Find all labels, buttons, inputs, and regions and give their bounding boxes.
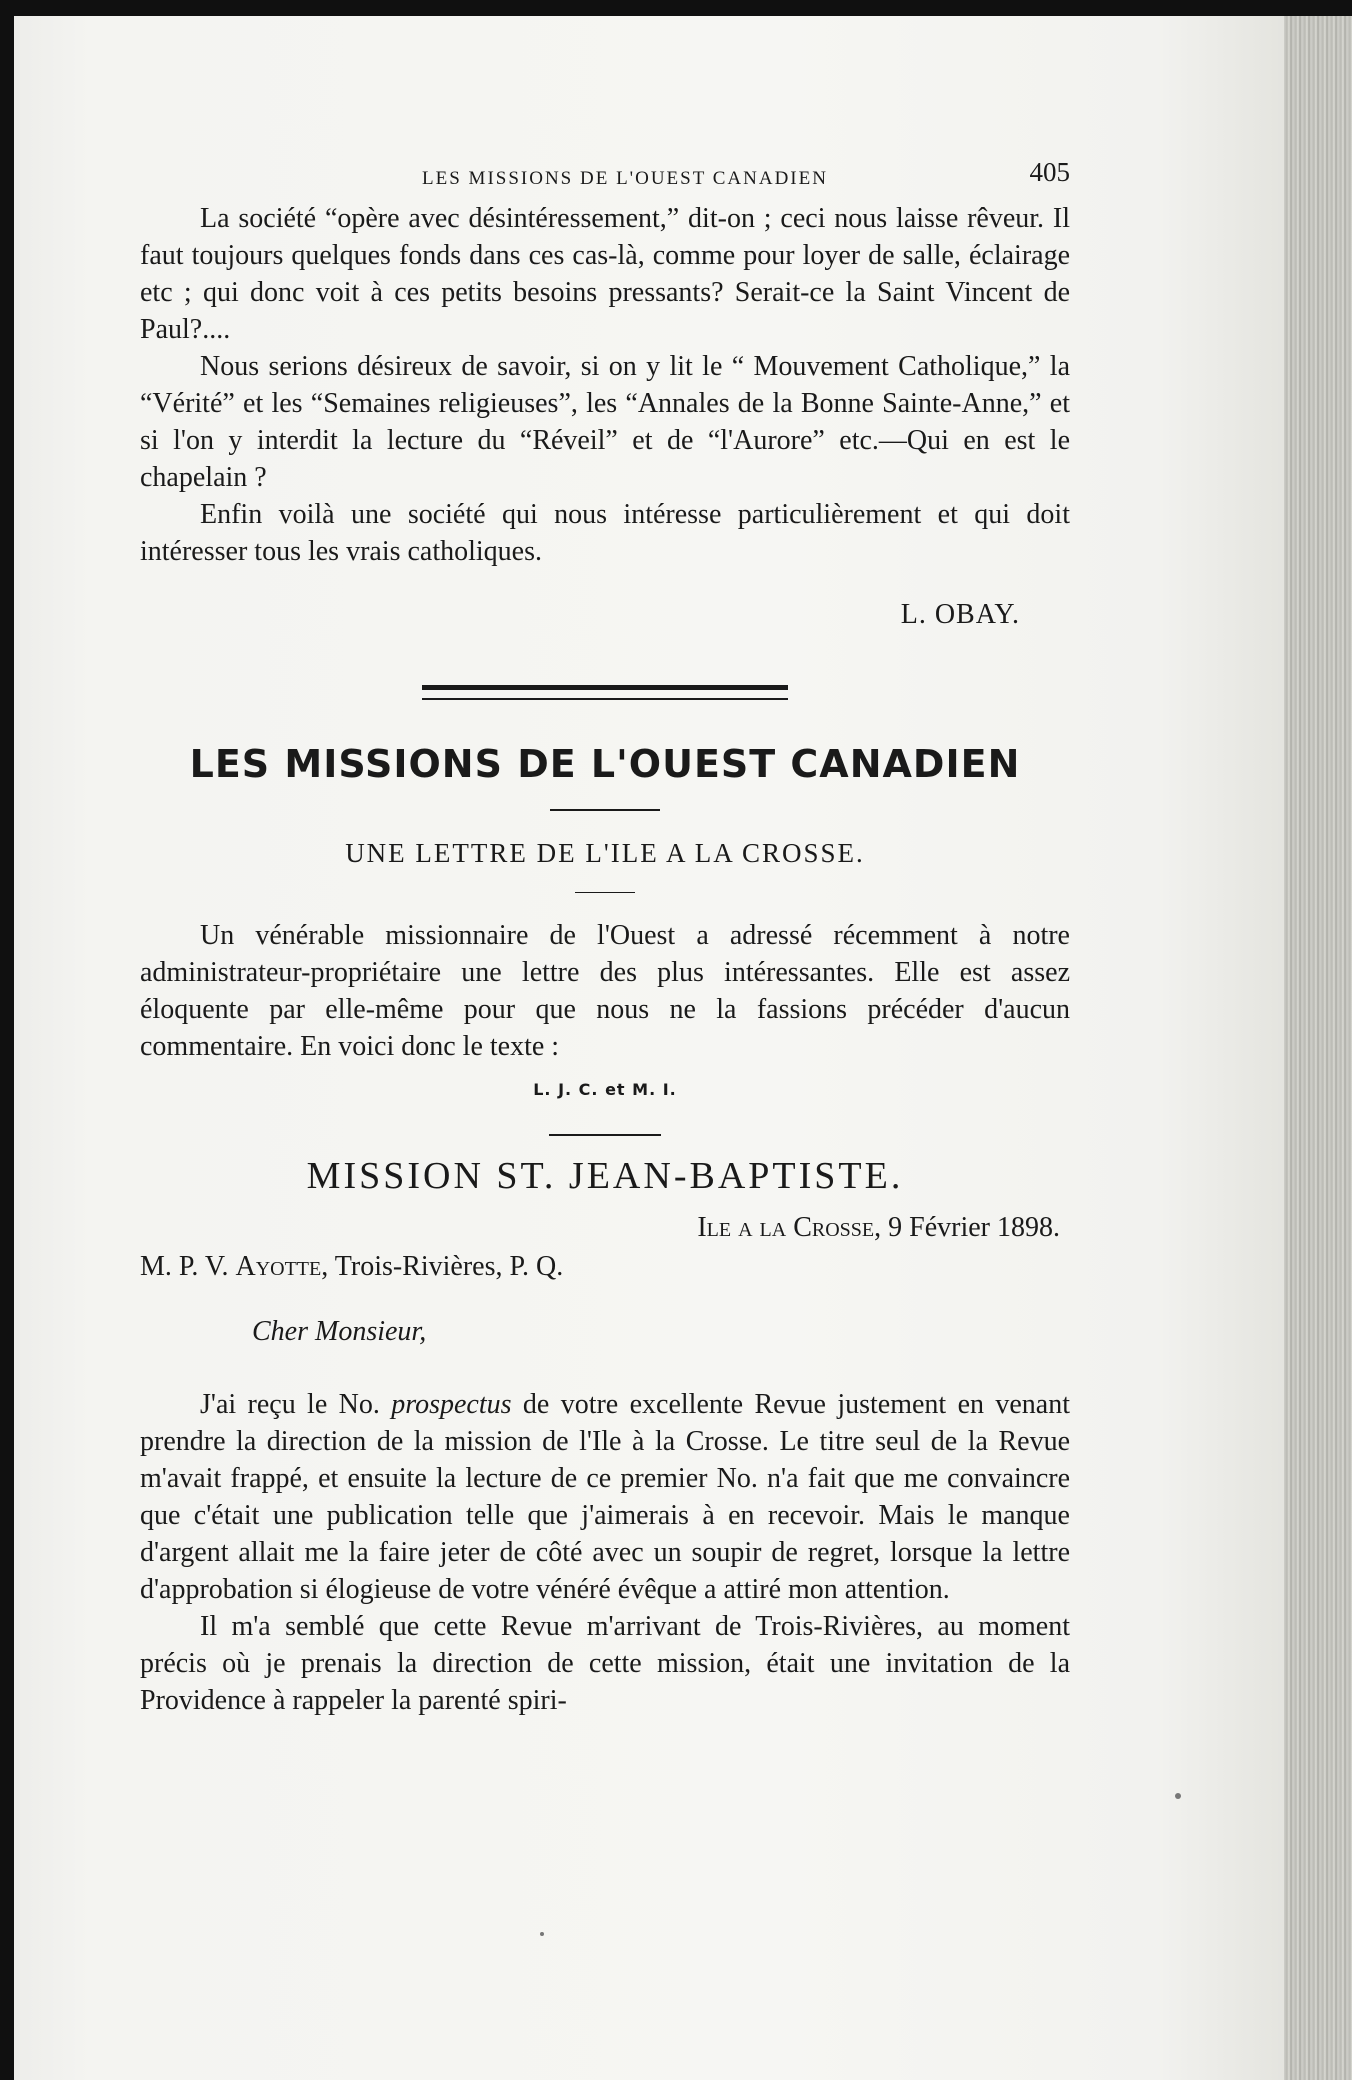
page-content [140, 157, 1071, 1719]
letter-paragraph-2: Il m'a semblé que cette Revue m'arrivant de Trois-Rivières, au moment précis où je prenais la direction de cette mission, était une invitation de la Providence à rappeler la parenté spiri- [140, 1611, 1070, 1716]
divider-thick-line [422, 685, 788, 690]
address-rest: Trois-Rivières, P. Q. [334, 1251, 564, 1282]
letter-rule [549, 1134, 661, 1136]
page-number: 405 [1029, 157, 1070, 187]
dateline [140, 1209, 1060, 1246]
section-heading: LES MISSIONS DE L'OUEST CANADIEN [189, 742, 1021, 786]
address-prefix: M. P. V. [140, 1251, 229, 1282]
signature: L. OBAY. [900, 599, 1020, 630]
speck-mark [1175, 1793, 1181, 1799]
subheading-rule [575, 892, 635, 893]
letter-paragraph-1 [140, 1386, 1070, 1608]
opening-paragraph-3: Enfin voilà une société qui nous intéresse particulièrement et qui doit intéresser tous les vrais catholiques. [140, 499, 1070, 567]
speck-mark [540, 1932, 544, 1936]
letter-paragraph-1-start: J'ai reçu le No. [200, 1389, 380, 1420]
running-head-title: LES MISSIONS DE L'OUEST CANADIEN [422, 168, 828, 189]
dateline-place: Ile a la Crosse, [697, 1212, 882, 1243]
heading-rule [550, 809, 660, 811]
opening-paragraph-1: La société “opère avec désintéressement,” dit-on ; ceci nous laisse rêveur. Il faut toujours quelques fonds dans ces cas-là, comme pour loyer de salle, éclairage etc ; qui donc voit à ces petits besoins pressants? Serait-ce la Saint Vincent de Paul?.... [140, 203, 1070, 345]
letter-paragraph-1-italic: prospectus [391, 1389, 512, 1420]
mission-title: MISSION ST. JEAN-BAPTISTE. [306, 1155, 904, 1197]
address-line [140, 1248, 1070, 1285]
running-head [140, 157, 1070, 200]
divider-thin-line [422, 698, 788, 700]
dateline-date: 9 Février 1898. [888, 1212, 1060, 1243]
salutation: Cher Monsieur, [252, 1316, 427, 1347]
initials-line: L. J. C. et M. I. [533, 1080, 677, 1099]
letter-paragraph-1-rest: de votre excellente Revue justement en venant prendre la direction de la mission de l'Ile à la Crosse. Le titre seul de la Revue m'avait frappé, et ensuite la lecture de ce premier No. n'a fait que me convaincre que c'était une publication telle que j'aimerais à en recevoir. Mais le manque d'argent allait me la faire jeter de côté avec un soupir de regret, lorsque la lettre d'approbation si élogieuse de votre vénéré évêque a attiré mon attention. [140, 1389, 1071, 1605]
address-name: Ayotte, [235, 1251, 329, 1282]
section-subheading: UNE LETTRE DE L'ILE A LA CROSSE. [345, 838, 865, 868]
page-edge-stack [1284, 16, 1352, 2080]
opening-paragraph-2: Nous serions désireux de savoir, si on y lit le “ Mouvement Catholique,” la “Vérité” et les “Semaines religieuses”, les “Annales de la Bonne Sainte-Anne,” et si l'on y interdit la lecture du “Réveil” et de “l'Aurore” etc.—Qui en est le chapelain ? [140, 351, 1070, 493]
intro-paragraph: Un vénérable missionnaire de l'Ouest a adressé récemment à notre administrateur-propriétaire une lettre des plus intéressantes. Elle est assez éloquente par elle-même pour que nous ne la fassions précéder d'aucun commentaire. En voici donc le texte : [140, 920, 1070, 1062]
section-divider [422, 685, 788, 700]
